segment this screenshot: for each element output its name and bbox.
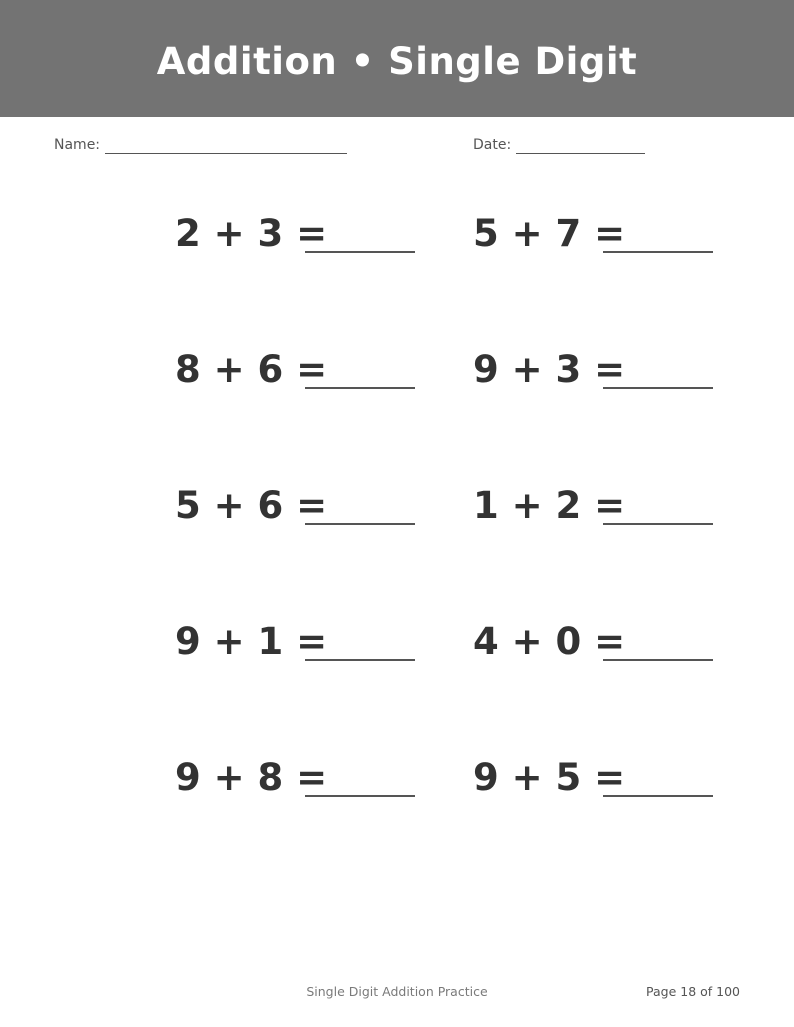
problem-equation: 1 + 2 =: [473, 484, 626, 527]
answer-blank-line[interactable]: [305, 523, 415, 525]
footer-title: Single Digit Addition Practice: [306, 984, 488, 999]
answer-blank-line[interactable]: [305, 251, 415, 253]
date-field: [473, 135, 645, 153]
page-number: Page 18 of 100: [646, 984, 740, 999]
problem-equation: 9 + 8 =: [175, 756, 328, 799]
problem-equation: 9 + 1 =: [175, 620, 328, 663]
problem-equation: 8 + 6 =: [175, 348, 328, 391]
problem-equation: 9 + 5 =: [473, 756, 626, 799]
answer-blank-line[interactable]: [603, 387, 713, 389]
answer-blank-line[interactable]: [305, 659, 415, 661]
answer-blank-line[interactable]: [603, 659, 713, 661]
date-blank-line[interactable]: [516, 138, 645, 154]
name-field: [54, 135, 347, 153]
answer-blank-line[interactable]: [305, 795, 415, 797]
problem-equation: 5 + 7 =: [473, 212, 626, 255]
problem-equation: 2 + 3 =: [175, 212, 328, 255]
page-title: Addition • Single Digit: [156, 40, 638, 83]
answer-blank-line[interactable]: [305, 387, 415, 389]
name-blank-line[interactable]: [105, 138, 347, 154]
answer-blank-line[interactable]: [603, 795, 713, 797]
answer-blank-line[interactable]: [603, 251, 713, 253]
date-label: Date:: [473, 137, 512, 153]
problem-equation: 5 + 6 =: [175, 484, 328, 527]
answer-blank-line[interactable]: [603, 523, 713, 525]
problem-equation: 9 + 3 =: [473, 348, 626, 391]
problem-equation: 4 + 0 =: [473, 620, 626, 663]
name-label: Name:: [54, 137, 101, 153]
